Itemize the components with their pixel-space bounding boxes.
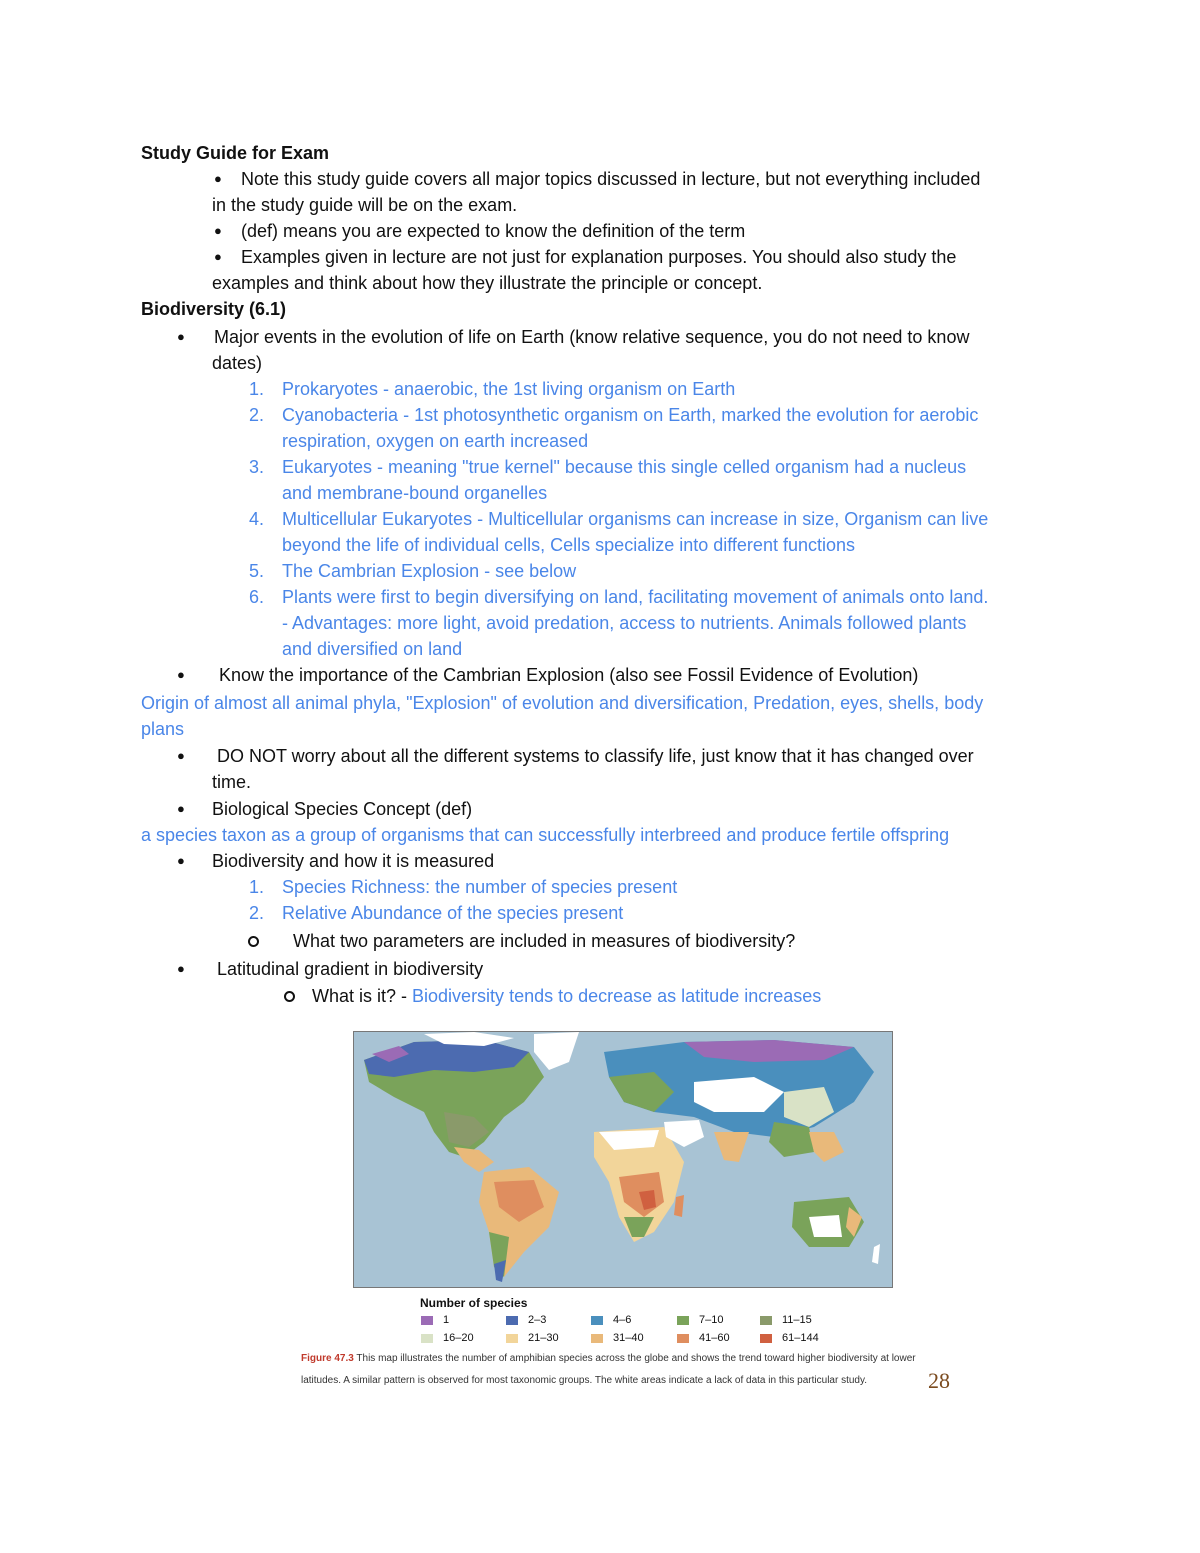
legend-swatch bbox=[421, 1316, 433, 1325]
event-2-line-2: respiration, oxygen on earth increased bbox=[282, 431, 589, 451]
intro-2-line-1: (def) means you are expected to know the definition of the term bbox=[241, 221, 746, 241]
measure-item-1: Species Richness: the number of species present bbox=[282, 877, 678, 897]
event-2-line-1: Cyanobacteria - 1st photosynthetic organism on Earth, marked the evolution for aerobic bbox=[282, 405, 979, 425]
legend-swatch bbox=[506, 1316, 518, 1325]
measure-question: What two parameters are included in measures of biodiversity? bbox=[293, 931, 796, 951]
bullet-icon: ● bbox=[214, 223, 222, 238]
list-number: 5. bbox=[248, 561, 264, 581]
bullet-icon: ● bbox=[214, 171, 222, 186]
gradient-question: What is it? - bbox=[312, 986, 413, 1006]
legend-label: 1 bbox=[443, 1314, 450, 1326]
bullet-icon: ● bbox=[177, 961, 185, 976]
caption-text-1: This map illustrates the number of amphibian species across the globe and shows the trend toward higher biodiversity at lower bbox=[353, 1353, 916, 1364]
bullet-icon: ● bbox=[177, 667, 185, 682]
events-line-1: Major events in the evolution of life on Earth (know relative sequence, you do not need to know bbox=[214, 327, 970, 347]
event-6-line-2: - Advantages: more light, avoid predation, access to nutrients. Animals followed plants bbox=[282, 613, 967, 633]
bullet-icon: ● bbox=[177, 801, 185, 816]
bullet-icon: ● bbox=[214, 249, 222, 264]
intro-1-line-2: in the study guide will be on the exam. bbox=[212, 195, 518, 215]
legend-label: 4–6 bbox=[613, 1314, 632, 1326]
event-3-line-1: Eukaryotes - meaning "true kernel" because this single celled organism had a nucleus bbox=[282, 457, 967, 477]
legend-swatch bbox=[591, 1334, 603, 1343]
species-bullet: Biological Species Concept (def) bbox=[212, 799, 473, 819]
list-number: 1. bbox=[248, 877, 264, 897]
cambrian-bullet: Know the importance of the Cambrian Explosion (also see Fossil Evidence of Evolution) bbox=[219, 665, 919, 685]
legend-swatch bbox=[760, 1334, 772, 1343]
world-map-figure bbox=[353, 1031, 893, 1288]
list-number: 6. bbox=[248, 587, 264, 607]
section-title: Biodiversity (6.1) bbox=[141, 299, 287, 319]
list-number: 3. bbox=[248, 457, 264, 477]
figure-label: Figure 47.3 bbox=[301, 1353, 354, 1364]
gradient-qa bbox=[312, 983, 821, 1009]
legend-swatch bbox=[760, 1316, 772, 1325]
hollow-bullet-icon bbox=[248, 936, 259, 947]
legend-label: 41–60 bbox=[699, 1332, 730, 1344]
legend-label: 31–40 bbox=[613, 1332, 644, 1344]
list-number: 1. bbox=[248, 379, 264, 399]
event-5-line-1: The Cambrian Explosion - see below bbox=[282, 561, 577, 581]
gradient-bullet: Latitudinal gradient in biodiversity bbox=[217, 959, 484, 979]
species-answer: a species taxon as a group of organisms that can successfully interbreed and produce fertile offspring bbox=[141, 825, 950, 845]
events-line-2: dates) bbox=[212, 353, 263, 373]
intro-3-line-2: examples and think about how they illustrate the principle or concept. bbox=[212, 273, 763, 293]
page-number: 28 bbox=[928, 1368, 950, 1393]
intro-1-line-1: Note this study guide covers all major topics discussed in lecture, but not everything included bbox=[241, 169, 981, 189]
event-3-line-2: and membrane-bound organelles bbox=[282, 483, 548, 503]
legend-label: 21–30 bbox=[528, 1332, 559, 1344]
gradient-answer: Biodiversity tends to decrease as latitude increases bbox=[412, 986, 822, 1006]
legend-swatch bbox=[421, 1334, 433, 1343]
legend-label: 61–144 bbox=[782, 1332, 819, 1344]
event-4-line-1: Multicellular Eukaryotes - Multicellular organisms can increase in size, Organism can live bbox=[282, 509, 989, 529]
event-1-line-1: Prokaryotes - anaerobic, the 1st living organism on Earth bbox=[282, 379, 736, 399]
event-6-line-1: Plants were first to begin diversifying on land, facilitating movement of animals onto land. bbox=[282, 587, 989, 607]
page-title: Study Guide for Exam bbox=[141, 143, 330, 163]
bullet-icon: ● bbox=[177, 853, 185, 868]
legend-label: 11–15 bbox=[782, 1314, 812, 1326]
classify-line-1: DO NOT worry about all the different systems to classify life, just know that it has changed over bbox=[217, 746, 974, 766]
legend-swatch bbox=[591, 1316, 603, 1325]
measure-bullet: Biodiversity and how it is measured bbox=[212, 851, 495, 871]
bullet-icon: ● bbox=[177, 329, 185, 344]
figure-caption-line-1 bbox=[301, 1348, 916, 1370]
legend-swatch bbox=[506, 1334, 518, 1343]
figure-caption-line-2: latitudes. A similar pattern is observed for most taxonomic groups. The white areas indicate a lack of data in this particular study. bbox=[301, 1375, 868, 1386]
list-number: 2. bbox=[248, 903, 264, 923]
measure-item-2: Relative Abundance of the species present bbox=[282, 903, 624, 923]
intro-3-line-1: Examples given in lecture are not just for explanation purposes. You should also study the bbox=[241, 247, 957, 267]
legend-swatch bbox=[677, 1334, 689, 1343]
cambrian-answer-line-1: Origin of almost all animal phyla, "Explosion" of evolution and diversification, Predation, eyes, shells, body bbox=[141, 693, 984, 713]
classify-line-2: time. bbox=[212, 772, 252, 792]
cambrian-answer-line-2: plans bbox=[141, 719, 185, 739]
list-number: 2. bbox=[248, 405, 264, 425]
legend-label: 7–10 bbox=[699, 1314, 724, 1326]
list-number: 4. bbox=[248, 509, 264, 529]
legend-swatch bbox=[677, 1316, 689, 1325]
legend-label: 16–20 bbox=[443, 1332, 474, 1344]
legend-label: 2–3 bbox=[528, 1314, 547, 1326]
event-4-line-2: beyond the life of individual cells, Cells specialize into different functions bbox=[282, 535, 855, 555]
hollow-bullet-icon bbox=[284, 991, 295, 1002]
bullet-icon: ● bbox=[177, 748, 185, 763]
legend-title: Number of species bbox=[420, 1296, 528, 1310]
world-map-svg bbox=[354, 1032, 892, 1287]
event-6-line-3: and diversified on land bbox=[282, 639, 463, 659]
